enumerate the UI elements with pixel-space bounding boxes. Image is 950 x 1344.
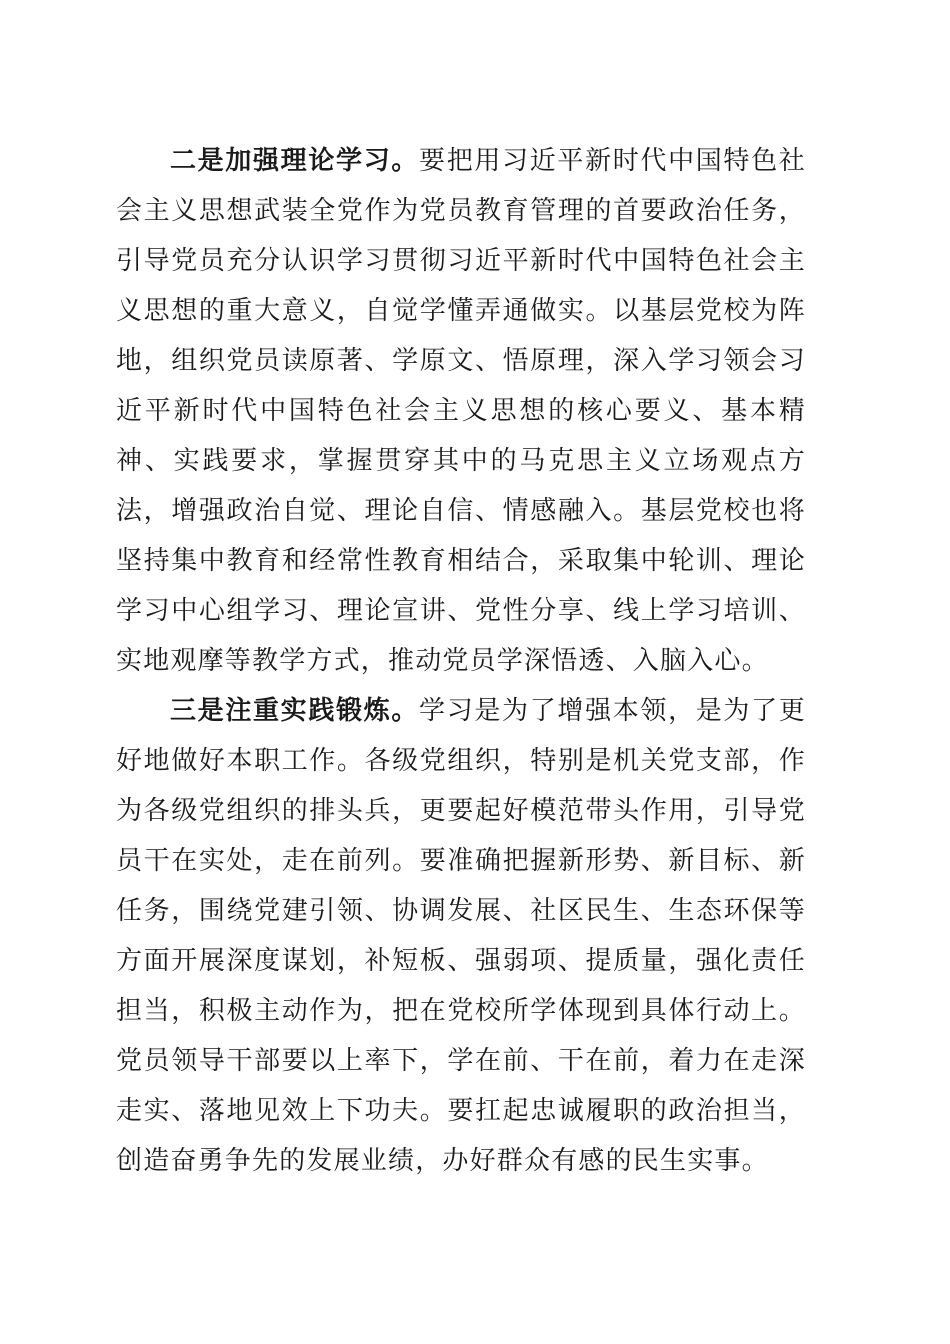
paragraph-lead: 二是加强理论学习。 [170, 146, 420, 176]
paragraph-text: 学习是为了增强本领，是为了更好地做好本职工作。各级党组织，特别是机关党支部，作为各级党组织的排头兵，更要起好模范带头作用，引导党员干在实处，走在前列。要准确把握新形势、新目标、新任务，围绕党建引领、协调发展、社区民生、生态环保等方面开展深度谋划，补短板、强弱项、提质量，强化责任担当，积极主动作为，把在党校所学体现到具体行动上。党员领导干部要以上率下，学在前、干在前，着力在走深走实、落地见效上下功夫。要扛起忠诚履职的政治担当，创造奋勇争先的发展业绩，办好群众有感的民生实事。 [116, 696, 806, 1176]
paragraph-theory-study [116, 136, 806, 686]
paragraph-practice-training [116, 686, 806, 1186]
document-body [116, 136, 806, 1186]
paragraph-lead: 三是注重实践锻炼。 [170, 696, 420, 726]
paragraph-text: 要把用习近平新时代中国特色社会主义思想武装全党作为党员教育管理的首要政治任务，引导党员充分认识学习贯彻习近平新时代中国特色社会主义思想的重大意义，自觉学懂弄通做实。以基层党校为阵地，组织党员读原著、学原文、悟原理，深入学习领会习近平新时代中国特色社会主义思想的核心要义、基本精神、实践要求，掌握贯穿其中的马克思主义立场观点方法，增强政治自觉、理论自信、情感融入。基层党校也将坚持集中教育和经常性教育相结合，采取集中轮训、理论学习中心组学习、理论宣讲、党性分享、线上学习培训、实地观摩等教学方式，推动党员学深悟透、入脑入心。 [116, 146, 806, 676]
